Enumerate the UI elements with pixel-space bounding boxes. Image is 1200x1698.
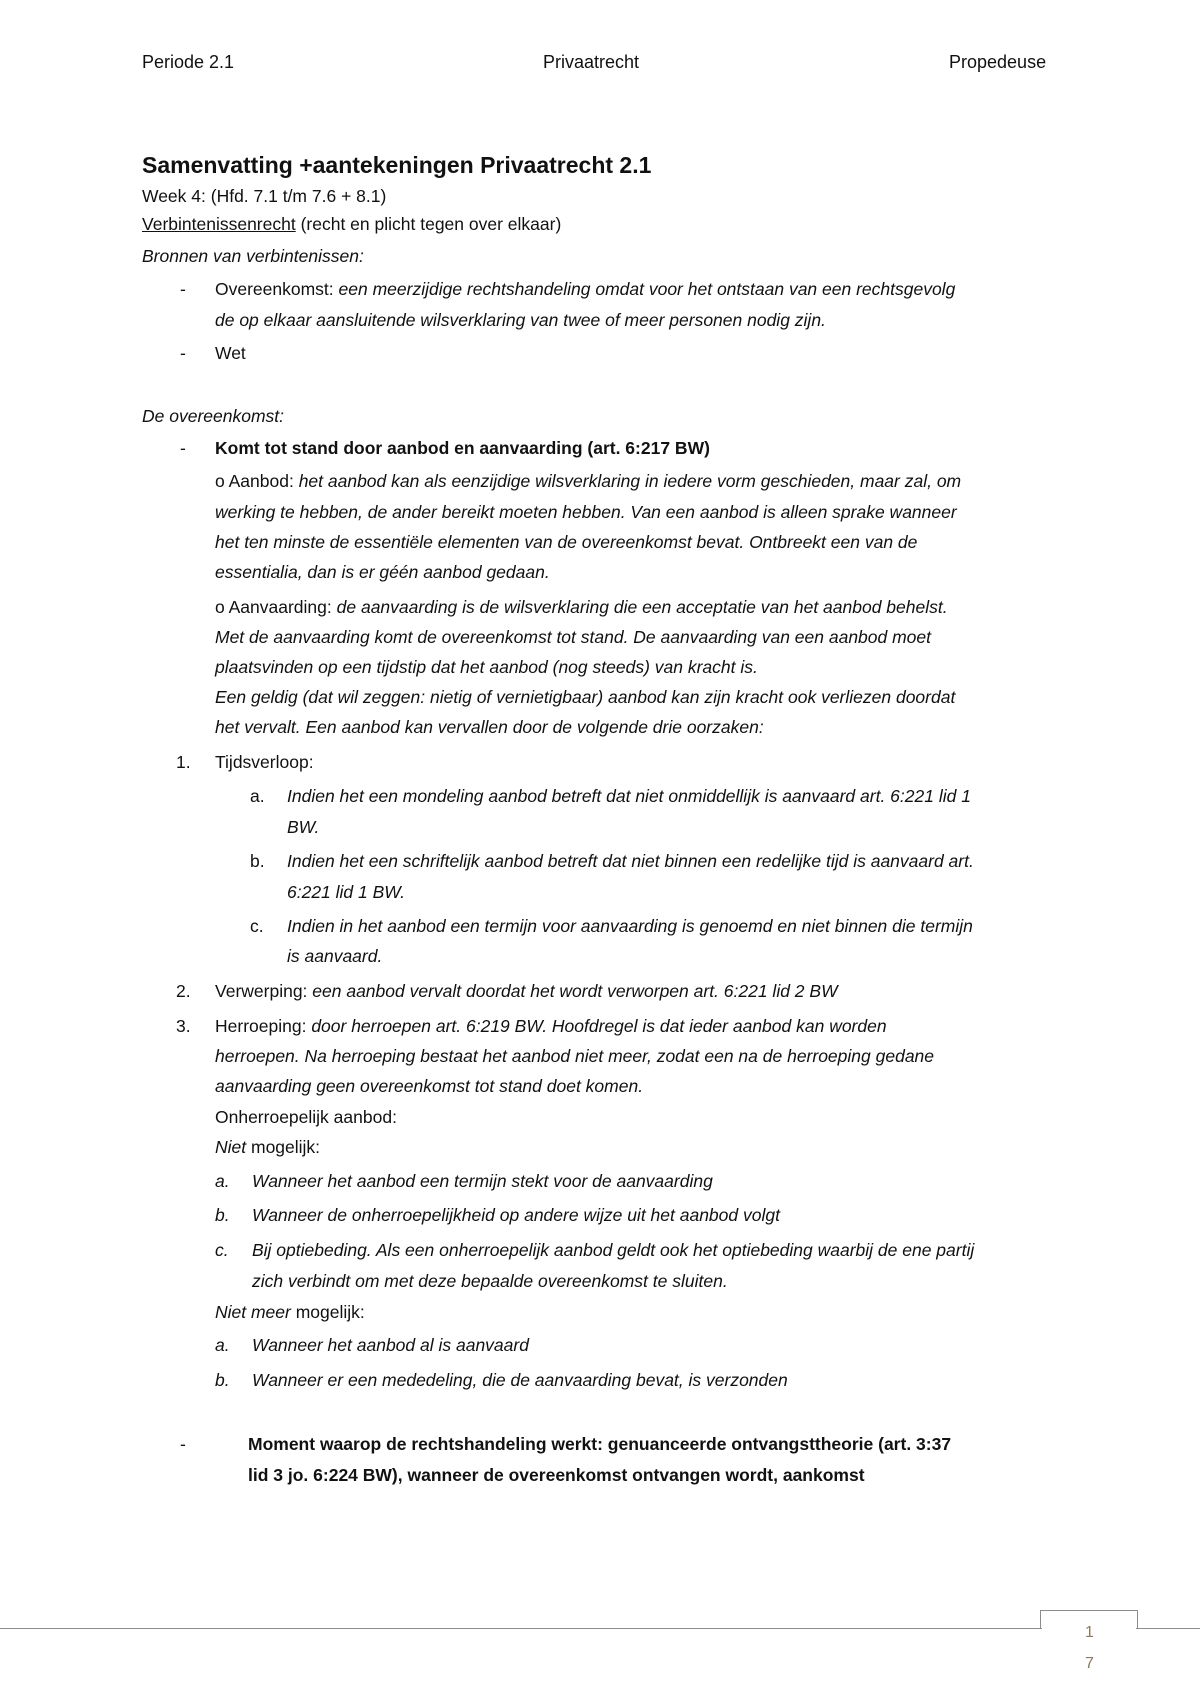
- footer-rule-right: [1136, 1628, 1200, 1629]
- niet-item-line: Wanneer de onherroepelijkheid op andere wijze uit het aanbod volgt: [252, 1205, 780, 1225]
- aanvaarding-line: plaatsvinden op een tijdstip dat het aanbod (nog steeds) van kracht is.: [215, 657, 758, 677]
- niet-meer-mogelijk-heading: [215, 1302, 365, 1323]
- onherroepelijk-heading: Onherroepelijk aanbod:: [215, 1107, 397, 1127]
- herroeping-line: herroepen. Na herroeping bestaat het aanbod niet meer, zodat een na de herroeping gedane: [215, 1046, 935, 1066]
- niet-meer-item-line: Wanneer het aanbod al is aanvaard: [252, 1335, 529, 1355]
- aanbod-line: werking te hebben, de ander bereikt moeten hebben. Van een aanbod is alleen sprake wanneer: [215, 502, 957, 522]
- bron-overeenkomst-def-cont: de op elkaar aansluitende wilsverklaring van twee of meer personen nodig zijn.: [215, 310, 826, 330]
- aanvaarding-line: Met de aanvaarding komt de overeenkomst tot stand. De aanvaarding van een aanbod moet: [215, 627, 932, 647]
- verbintenissenrecht-line: [142, 214, 561, 235]
- list-letter: b.: [215, 1205, 230, 1225]
- niet-meer-item-line: Wanneer er een mededeling, die de aanvaarding bevat, is verzonden: [252, 1370, 788, 1390]
- niet-mogelijk-heading: [215, 1137, 320, 1158]
- list-letter: a.: [250, 786, 265, 806]
- moment-line: Moment waarop de rechtshandeling werkt: genuanceerde ontvangsttheorie (art. 3:37: [248, 1434, 952, 1454]
- list-number: 1.: [176, 752, 191, 772]
- niet-item-line: zich verbindt om met deze bepaalde overeenkomst te sluiten.: [252, 1271, 728, 1291]
- aanbod-paragraph: [215, 471, 961, 492]
- verbintenissenrecht-rest: (recht en plicht tegen over elkaar): [295, 214, 562, 234]
- oorzaak-tijdsverloop: Tijdsverloop:: [215, 752, 314, 772]
- sub-item-line: 6:221 lid 1 BW.: [287, 882, 406, 902]
- verbintenissenrecht-term: Verbintenissenrecht: [142, 214, 296, 234]
- week-line: Week 4: (Hfd. 7.1 t/m 7.6 + 8.1): [142, 186, 387, 206]
- sub-item-line: is aanvaard.: [287, 946, 383, 966]
- list-number: 2.: [176, 981, 191, 1001]
- sub-item-line: Indien in het aanbod een termijn voor aanvaarding is genoemd en niet binnen die termijn: [287, 916, 973, 936]
- aanbod-term: o Aanbod:: [215, 471, 294, 491]
- list-letter: a.: [215, 1171, 230, 1191]
- list-letter: b.: [215, 1370, 230, 1390]
- footer-rule-left: [0, 1628, 1042, 1629]
- oorzaak-herroeping: [215, 1016, 887, 1037]
- aanvaarding-paragraph: [215, 597, 948, 618]
- list-letter: b.: [250, 851, 265, 871]
- sub-item-line: BW.: [287, 817, 320, 837]
- list-letter: c.: [250, 916, 264, 936]
- bronnen-heading: Bronnen van verbintenissen:: [142, 246, 364, 266]
- aanbod-line: het aanbod kan als eenzijdige wilsverklaring in iedere vorm geschieden, maar zal, om: [293, 471, 962, 491]
- bron-overeenkomst-term: Overeenkomst:: [215, 279, 334, 299]
- bron-wet: Wet: [215, 343, 246, 363]
- overeenkomst-heading: De overeenkomst:: [142, 406, 285, 426]
- niet-meer-suffix: mogelijk:: [290, 1302, 365, 1322]
- herroeping-line: door herroepen art. 6:219 BW. Hoofdregel is dat ieder aanbod kan worden: [306, 1016, 887, 1036]
- verwerping-label: Verwerping:: [215, 981, 308, 1001]
- herroeping-line: aanvaarding geen overeenkomst tot stand doet komen.: [215, 1076, 644, 1096]
- niet-meer-prefix: Niet meer: [215, 1302, 291, 1322]
- aanbod-line: het ten minste de essentiële elementen van de overeenkomst bevat. Ontbreekt een van de: [215, 532, 918, 552]
- list-letter: a.: [215, 1335, 230, 1355]
- bullet-marker: -: [180, 1434, 186, 1454]
- herroeping-label: Herroeping:: [215, 1016, 307, 1036]
- bullet-marker: -: [180, 343, 186, 363]
- oorzaak-verwerping: [215, 981, 838, 1002]
- niet-item-line: Bij optiebeding. Als een onherroepelijk aanbod geldt ook het optiebeding waarbij de ene partij: [252, 1240, 975, 1260]
- moment-line: lid 3 jo. 6:224 BW), wanneer de overeenkomst ontvangen wordt, aankomst: [248, 1465, 865, 1485]
- aanbod-line: essentialia, dan is er géén aanbod gedaan.: [215, 562, 550, 582]
- list-number: 3.: [176, 1016, 191, 1036]
- header-right: Propedeuse: [949, 52, 1047, 72]
- niet-item-line: Wanneer het aanbod een termijn stekt voor de aanvaarding: [252, 1171, 713, 1191]
- document-title: Samenvatting +aantekeningen Privaatrecht 2.1: [142, 152, 652, 178]
- aanvaarding-line: de aanvaarding is de wilsverklaring die een acceptatie van het aanbod behelst.: [331, 597, 948, 617]
- verwerping-text: een aanbod vervalt doordat het wordt verworpen art. 6:221 lid 2 BW: [307, 981, 838, 1001]
- bullet-marker: -: [180, 279, 186, 299]
- bron-overeenkomst-def: een meerzijdige rechtshandeling omdat voor het ontstaan van een rechtsgevolg: [333, 279, 956, 299]
- bullet-marker: -: [180, 438, 186, 458]
- aanvaarding-term: o Aanvaarding:: [215, 597, 332, 617]
- list-letter: c.: [215, 1240, 229, 1260]
- sub-item-line: Indien het een mondeling aanbod betreft dat niet onmiddellijk is aanvaard art. 6:221 lid 1: [287, 786, 971, 806]
- bron-overeenkomst: [215, 279, 955, 300]
- aanvaarding-line: Een geldig (dat wil zeggen: nietig of vernietigbaar) aanbod kan zijn kracht ook verliezen doordat: [215, 687, 956, 707]
- header-center: Privaatrecht: [543, 52, 640, 72]
- komt-tot-stand: Komt tot stand door aanbod en aanvaarding (art. 6:217 BW): [215, 438, 710, 458]
- niet-mogelijk-prefix: Niet: [215, 1137, 247, 1157]
- aanvaarding-line: het vervalt. Een aanbod kan vervallen door de volgende drie oorzaken:: [215, 717, 764, 737]
- sub-item-line: Indien het een schriftelijk aanbod betreft dat niet binnen een redelijke tijd is aanvaard art.: [287, 851, 974, 871]
- niet-mogelijk-suffix: mogelijk:: [246, 1137, 321, 1157]
- header-left: Periode 2.1: [142, 52, 235, 72]
- page-total: 7: [1085, 1655, 1094, 1672]
- page-number: 1: [1085, 1624, 1094, 1641]
